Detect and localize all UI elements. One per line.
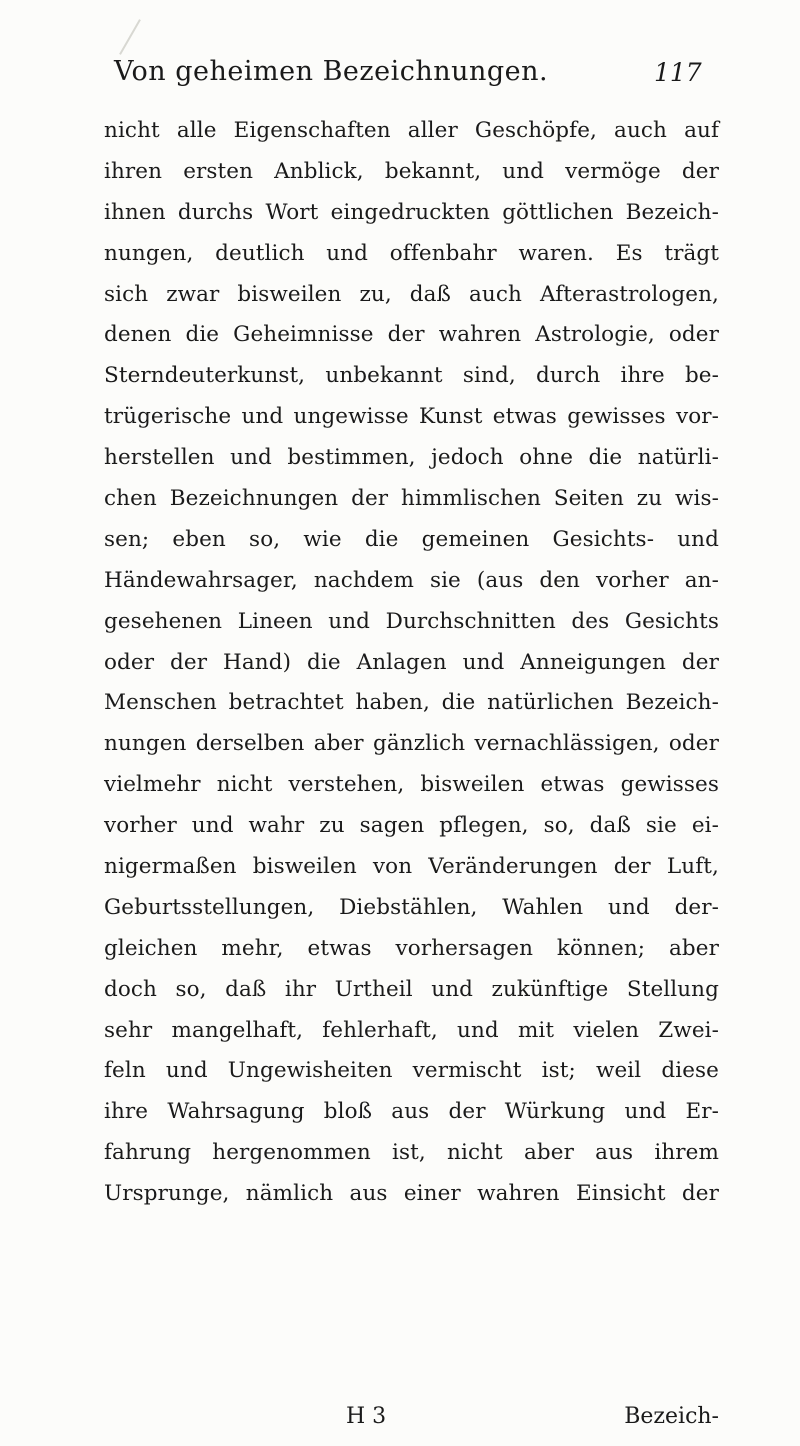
text-line: fahrung hergenommen ist, nicht aber aus ihrem [104, 1140, 719, 1166]
signature-mark: H 3 [346, 1404, 387, 1429]
page-footer [104, 1404, 719, 1440]
text-line: vielmehr nicht verstehen, bisweilen etwas gewisses [104, 772, 719, 798]
text-line: gleichen mehr, etwas vorhersagen können; aber [104, 935, 719, 961]
text-line: sen; eben so, wie die gemeinen Gesichts- und [104, 526, 719, 552]
text-line: herstellen und bestimmen, jedoch ohne die natürli- [104, 445, 719, 471]
page-number: 117 [654, 58, 702, 87]
text-line: ihnen durchs Wort eingedruckten göttlichen Bezeich- [104, 199, 719, 225]
text-line: gesehenen Lineen und Durchschnitten des Gesichts [104, 608, 719, 634]
text-line: vorher und wahr zu sagen pflegen, so, daß sie ei- [104, 813, 719, 839]
text-line: sich zwar bisweilen zu, daß auch Afterastrologen, [104, 281, 719, 307]
text-line: Ursprunge, nämlich aus einer wahren Einsicht der [104, 1181, 719, 1207]
text-line: nungen derselben aber gänzlich vernachlässigen, oder [104, 731, 719, 757]
text-line: denen die Geheimnisse der wahren Astrologie, oder [104, 322, 719, 348]
text-line: nigermaßen bisweilen von Veränderungen der Luft, [104, 854, 719, 880]
text-line: chen Bezeichnungen der himmlischen Seiten zu wis- [104, 486, 719, 512]
catchword: Bezeich- [624, 1404, 719, 1429]
text-line: sehr mangelhaft, fehlerhaft, und mit vielen Zwei- [104, 1017, 719, 1043]
text-line: ihre Wahrsagung bloß aus der Würkung und Er- [104, 1099, 719, 1125]
text-line: Händewahrsager, nachdem sie (aus den vorher an- [104, 567, 719, 593]
text-line: Sterndeuterkunst, unbekannt sind, durch ihre be- [104, 363, 719, 389]
running-title: Von geheimen Bezeichnungen. [114, 56, 549, 87]
body-text [104, 111, 719, 1215]
ink-smudge [119, 19, 141, 55]
text-line: Geburtsstellungen, Diebstählen, Wahlen und der- [104, 894, 719, 920]
text-line: ihren ersten Anblick, bekannt, und vermöge der [104, 158, 719, 184]
text-line: nungen, deutlich und offenbahr waren. Es trägt [104, 240, 719, 266]
running-head [114, 56, 714, 100]
text-line: doch so, daß ihr Urtheil und zukünftige Stellung [104, 976, 719, 1002]
text-line: Menschen betrachtet haben, die natürlichen Bezeich- [104, 690, 719, 716]
text-line: oder der Hand) die Anlagen und Anneigungen der [104, 649, 719, 675]
text-line: trügerische und ungewisse Kunst etwas gewisses vor- [104, 404, 719, 430]
text-line: feln und Ungewisheiten vermischt ist; weil diese [104, 1058, 719, 1084]
text-line: nicht alle Eigenschaften aller Geschöpfe, auch auf [104, 118, 719, 143]
